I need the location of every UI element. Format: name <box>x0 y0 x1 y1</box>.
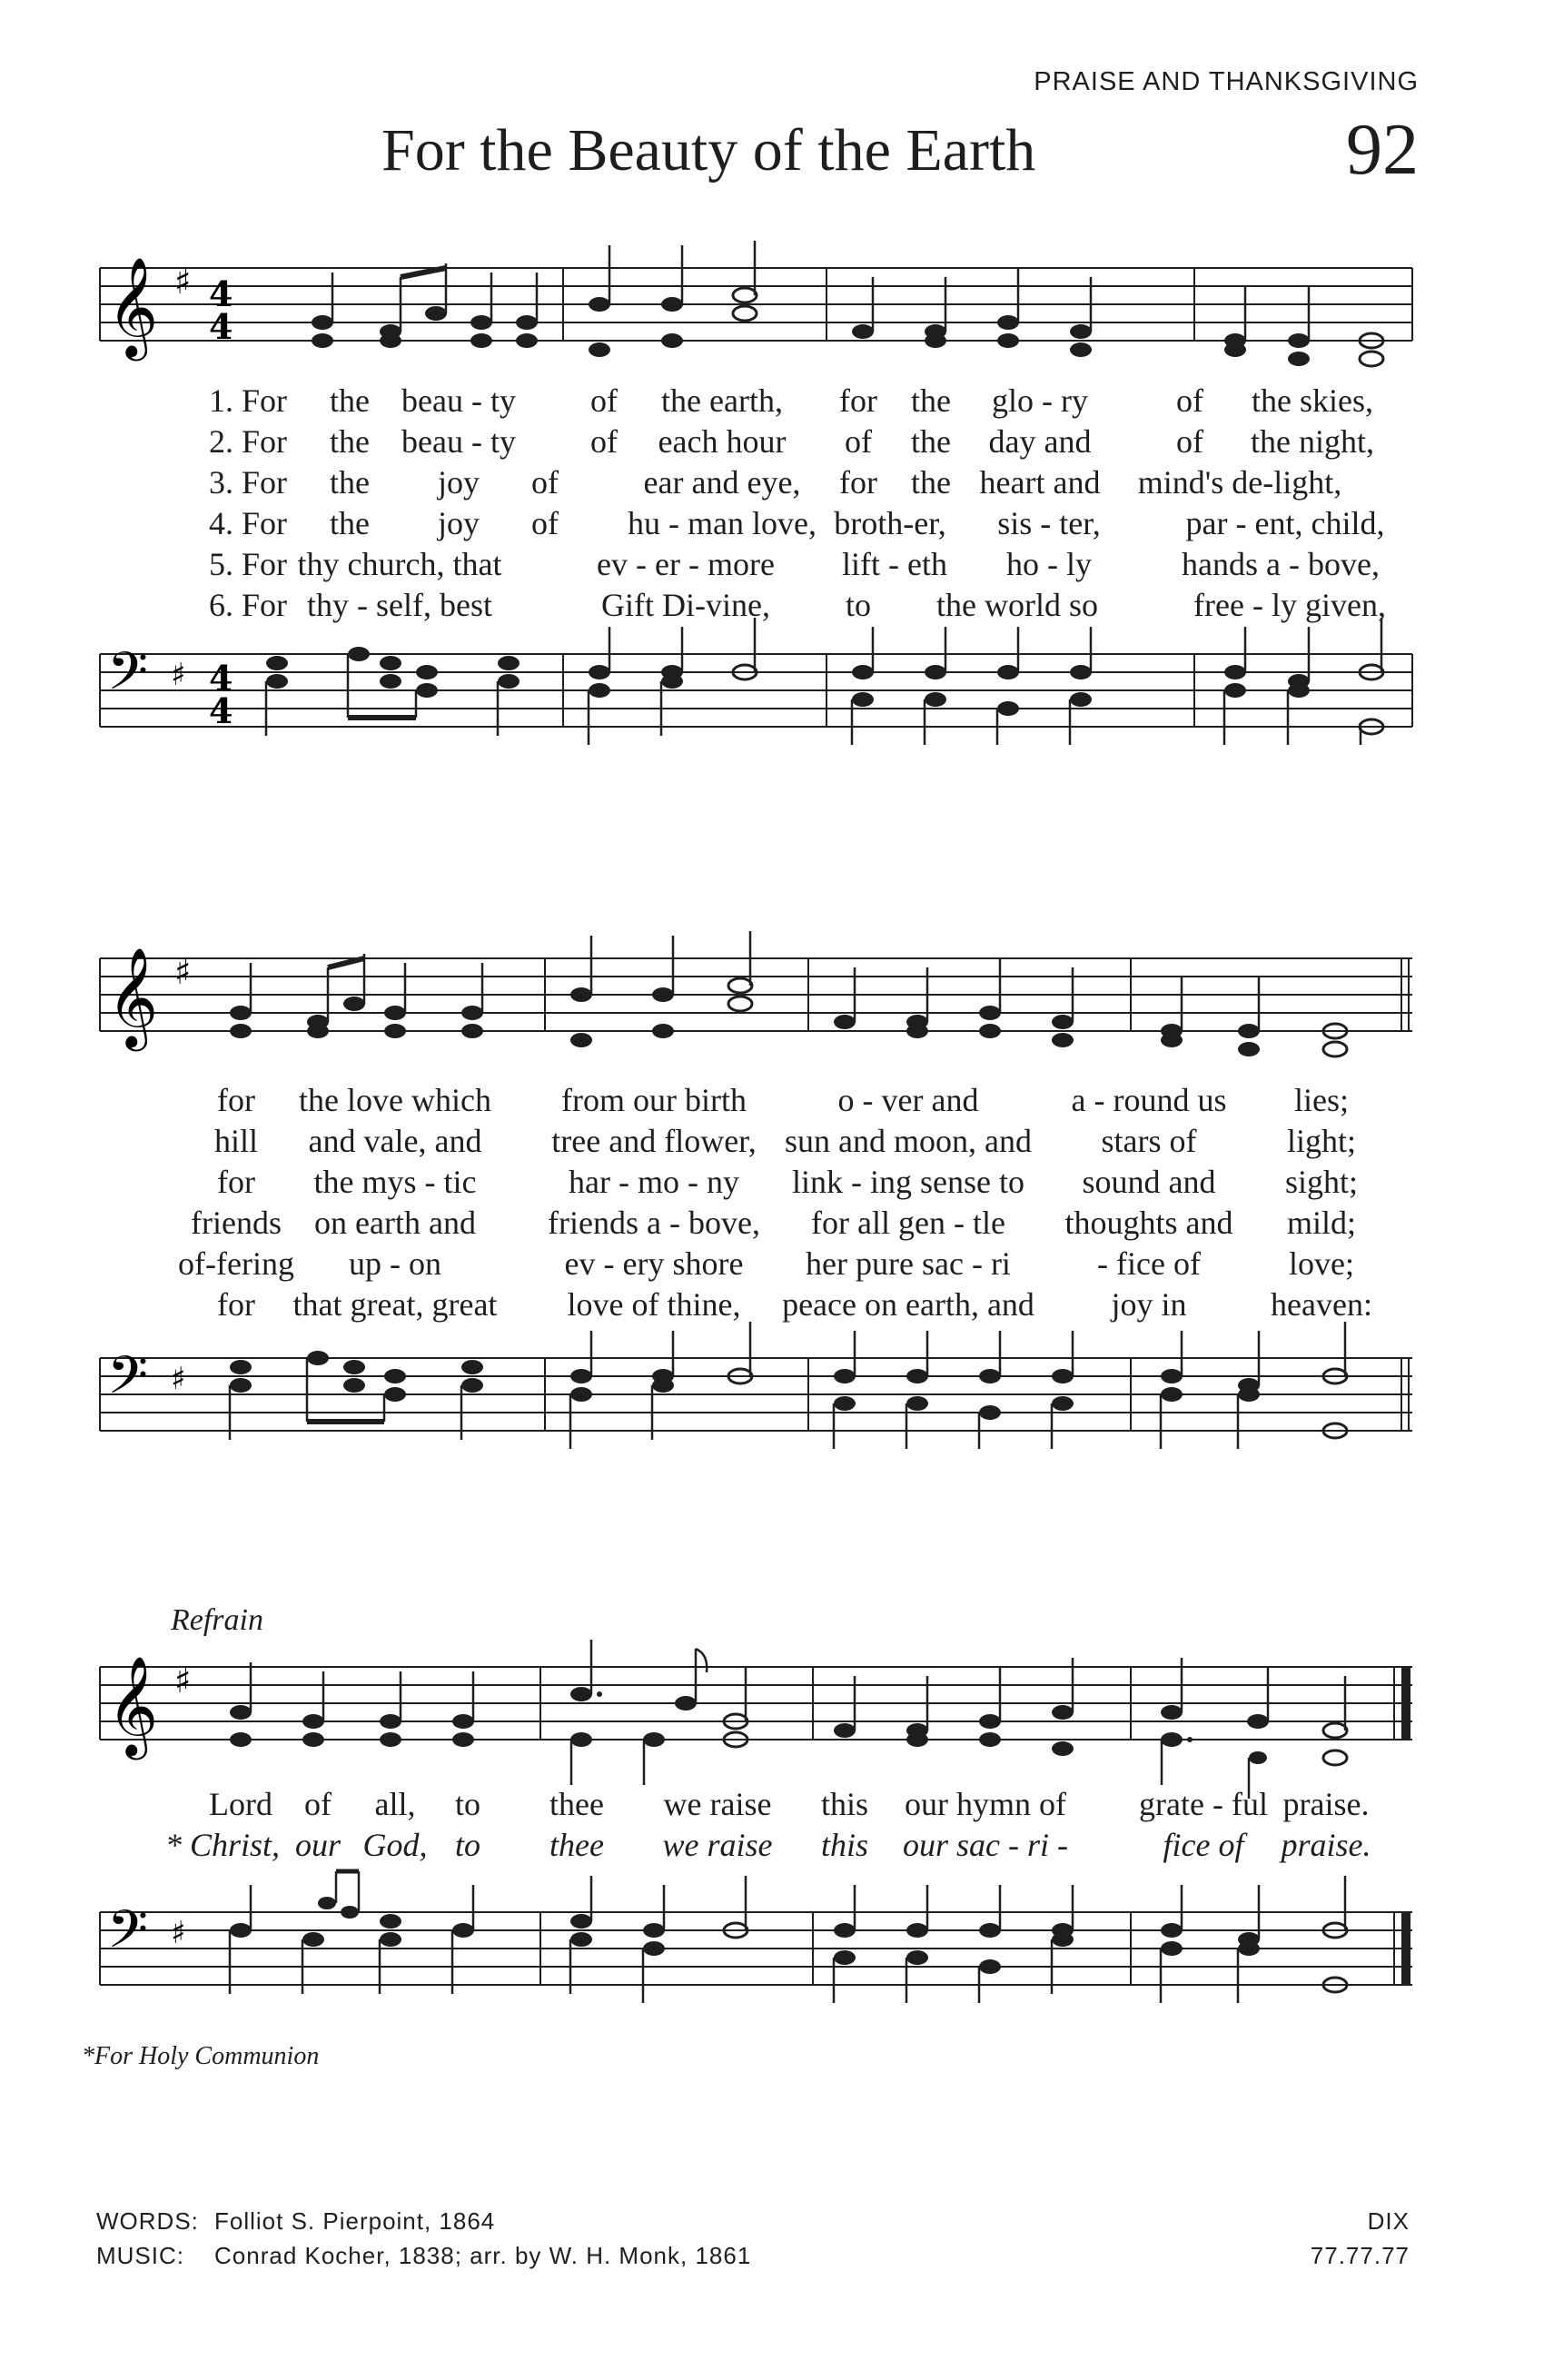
syllable: God, <box>362 1827 428 1863</box>
syllable: for <box>217 1082 255 1118</box>
syllable: 2. For <box>209 423 288 460</box>
syllable: we raise <box>663 1786 772 1822</box>
syllable: link - ing sense to <box>792 1164 1024 1200</box>
verse-lyrics-system-1 <box>91 382 1417 627</box>
svg-text:♯: ♯ <box>171 657 186 693</box>
syllable: the skies, <box>1252 382 1373 419</box>
lyric-line <box>91 1081 1417 1122</box>
syllable: the <box>330 505 370 541</box>
syllable: o - ver and <box>837 1082 979 1118</box>
syllable: par - ent, child, <box>1185 505 1385 541</box>
syllable: 3. For <box>209 464 288 501</box>
syllable: lies; <box>1294 1082 1349 1118</box>
treble-staff-refrain <box>91 1658 1417 1776</box>
meter: 77.77.77 <box>1310 2242 1410 2269</box>
syllable: thy - self, best <box>307 587 492 623</box>
syllable: sight; <box>1284 1164 1359 1200</box>
syllable: for all gen - tle <box>811 1205 1005 1241</box>
syllable: of <box>1176 423 1203 460</box>
svg-text:♯: ♯ <box>171 1915 186 1951</box>
words-credit <box>96 2204 751 2238</box>
lyric-line <box>91 463 1417 504</box>
syllable: ev - er - more <box>597 546 775 582</box>
syllable: the <box>330 464 370 501</box>
syllable: to <box>454 1786 481 1822</box>
syllable: a - round us <box>1071 1082 1227 1118</box>
syllable: stars of <box>1101 1123 1197 1159</box>
syllable: our sac - ri - <box>903 1827 1068 1863</box>
svg-text:4: 4 <box>209 273 233 314</box>
refrain-label: Refrain <box>171 1603 263 1637</box>
syllable: of <box>531 505 559 541</box>
bass-clef-icon: 𝄢 <box>107 1899 149 1973</box>
syllable: tree and flower, <box>551 1123 757 1159</box>
syllable: the world so <box>936 587 1098 623</box>
syllable: glo - ry <box>992 382 1088 419</box>
syllable: hands a - bove, <box>1182 546 1380 582</box>
syllable: ev - ery shore <box>564 1245 744 1282</box>
syllable: of <box>531 464 559 501</box>
syllable: to <box>454 1827 481 1863</box>
lyric-line <box>91 1826 1417 1867</box>
syllable: of <box>304 1786 332 1822</box>
syllable: that great, great <box>292 1286 498 1323</box>
syllable: ho - ly <box>1006 546 1092 582</box>
syllable: this <box>820 1786 869 1822</box>
treble-clef-icon: 𝄞 <box>107 947 159 1047</box>
lyric-line <box>91 1204 1417 1245</box>
syllable: mild; <box>1286 1205 1357 1241</box>
syllable: the <box>911 464 951 501</box>
tune-name: DIX <box>1367 2207 1410 2235</box>
svg-text:♯: ♯ <box>174 262 192 302</box>
credits <box>96 2204 751 2273</box>
music-author: Conrad Kocher, 1838; arr. by W. H. Monk, 1861 <box>214 2242 752 2269</box>
treble-staff-2 <box>91 949 1417 1067</box>
bass-staff-1 <box>91 636 1417 745</box>
syllable: we raise <box>662 1827 773 1863</box>
lyric-line <box>91 422 1417 463</box>
syllable: hu - man love, <box>628 505 817 541</box>
syllable: for <box>217 1286 255 1323</box>
syllable: thy church, that <box>297 546 502 582</box>
syllable: love; <box>1289 1245 1354 1282</box>
words-label: WORDS: <box>96 2207 199 2235</box>
music-label: MUSIC: <box>96 2242 184 2269</box>
syllable: the <box>330 382 370 419</box>
syllable: the mys - tic <box>313 1164 477 1200</box>
syllable: 5. For <box>209 546 288 582</box>
syllable: Lord <box>209 1786 272 1822</box>
syllable: each hour <box>658 423 787 460</box>
syllable: broth-er, <box>834 505 946 541</box>
syllable: of <box>845 423 872 460</box>
bass-clef-icon: 𝄢 <box>107 1344 149 1419</box>
syllable: heaven: <box>1271 1286 1372 1323</box>
syllable: free - ly given, <box>1193 587 1386 623</box>
syllable: joy <box>437 505 480 541</box>
syllable: heart and <box>979 464 1101 501</box>
syllable: thee <box>549 1786 604 1822</box>
svg-text:4: 4 <box>209 306 233 347</box>
refrain-lyrics <box>91 1785 1417 1867</box>
syllable: for <box>839 382 877 419</box>
tune-info <box>1311 2204 1410 2273</box>
syllable: day and <box>988 423 1092 460</box>
syllable: from our birth <box>561 1082 747 1118</box>
treble-clef-icon: 𝄞 <box>107 1656 159 1756</box>
hymn-number: 92 <box>1346 110 1419 190</box>
syllable: friends a - bove, <box>548 1205 760 1241</box>
section-label: PRAISE AND THANKSGIVING <box>1034 67 1419 96</box>
syllable: friends <box>191 1205 282 1241</box>
syllable: the <box>911 423 951 460</box>
bass-staff-refrain <box>91 1894 1417 2003</box>
syllable: beau - ty <box>401 382 516 419</box>
syllable: for <box>217 1164 255 1200</box>
syllable: the earth, <box>661 382 783 419</box>
bass-staff-2 <box>91 1340 1417 1449</box>
syllable: ear and eye, <box>643 464 801 501</box>
syllable: 6. For <box>209 587 288 623</box>
syllable: praise. <box>1281 1827 1371 1863</box>
syllable: light; <box>1286 1123 1357 1159</box>
syllable: grate - ful <box>1139 1786 1268 1822</box>
syllable: and vale, and <box>308 1123 482 1159</box>
syllable: sis - ter, <box>997 505 1101 541</box>
syllable: of <box>1176 382 1203 419</box>
syllable: the <box>330 423 370 460</box>
lyric-line <box>91 1245 1417 1285</box>
syllable: on earth and <box>314 1205 476 1241</box>
syllable: the night, <box>1251 423 1374 460</box>
bass-clef-icon: 𝄢 <box>107 640 149 715</box>
svg-text:♯: ♯ <box>174 952 192 992</box>
svg-text:4: 4 <box>209 690 233 731</box>
syllable: of <box>590 382 618 419</box>
svg-text:4: 4 <box>209 658 233 699</box>
syllable: Gift Di-vine, <box>601 587 770 623</box>
syllable: thoughts and <box>1064 1205 1233 1241</box>
syllable: her pure sac - ri <box>806 1245 1011 1282</box>
lyric-line <box>91 1785 1417 1826</box>
lyric-line <box>91 504 1417 545</box>
syllable: to <box>845 587 872 623</box>
lyric-line <box>91 1285 1417 1326</box>
syllable: sun and moon, and <box>785 1123 1032 1159</box>
syllable: all, <box>374 1786 416 1822</box>
syllable: our hymn of <box>905 1786 1066 1822</box>
treble-staff-1 <box>91 259 1417 377</box>
syllable: * Christ, <box>164 1827 281 1863</box>
verse-lyrics-system-2 <box>91 1081 1417 1326</box>
syllable: beau - ty <box>401 423 516 460</box>
svg-text:♯: ♯ <box>171 1361 186 1397</box>
treble-clef-icon: 𝄞 <box>107 257 159 357</box>
syllable: love of thine, <box>567 1286 741 1323</box>
syllable: mind's de-light, <box>1137 464 1342 501</box>
syllable: sound and <box>1082 1164 1216 1200</box>
syllable: our <box>294 1827 341 1863</box>
syllable: lift - eth <box>842 546 947 582</box>
syllable: the <box>911 382 951 419</box>
music-credit <box>96 2238 751 2273</box>
syllable: har - mo - ny <box>569 1164 739 1200</box>
syllable: 1. For <box>209 382 288 419</box>
hymn-title: For the Beauty of the Earth <box>381 117 1036 183</box>
syllable: of <box>590 423 618 460</box>
syllable: peace on earth, and <box>782 1286 1034 1323</box>
words-author: Folliot S. Pierpoint, 1864 <box>214 2207 496 2235</box>
syllable: this <box>820 1827 869 1863</box>
syllable: joy in <box>1111 1286 1187 1323</box>
footnote: *For Holy Communion <box>82 2042 320 2070</box>
syllable: fice of <box>1163 1827 1244 1863</box>
syllable: 4. For <box>209 505 288 541</box>
lyric-line <box>91 382 1417 422</box>
svg-text:♯: ♯ <box>174 1661 192 1701</box>
syllable: thee <box>549 1827 604 1863</box>
syllable: the love which <box>299 1082 491 1118</box>
syllable: of-fering <box>178 1245 294 1282</box>
syllable: for <box>839 464 877 501</box>
lyric-line <box>91 1163 1417 1204</box>
syllable: joy <box>437 464 480 501</box>
syllable: hill <box>213 1123 259 1159</box>
lyric-line <box>91 1122 1417 1163</box>
lyric-line <box>91 545 1417 586</box>
syllable: praise. <box>1282 1786 1370 1822</box>
syllable: - fice of <box>1097 1245 1201 1282</box>
syllable: up - on <box>349 1245 441 1282</box>
